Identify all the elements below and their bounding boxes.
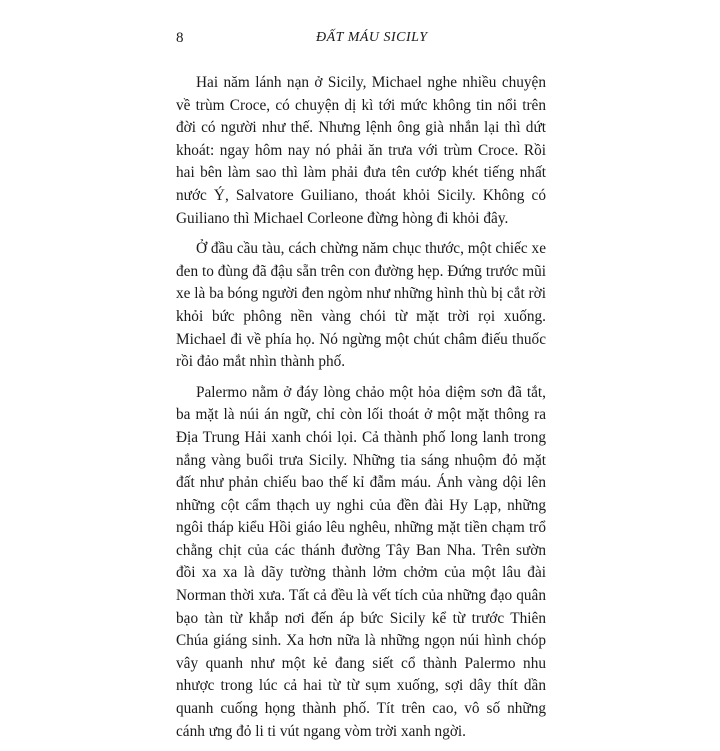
body-text: [176, 72, 546, 751]
paragraph-1: Hai năm lánh nạn ở Sicily, Michael nghe nhiều chuyện về trùm Croce, có chuyện dị kì tới mức không tin nổi trên đời có người như thế. Nhưng lệnh ông già nhắn lại thì dứt khoát: ngay hôm nay nó phải ăn trưa với trùm Croce. Rồi hai bên làm sao thì làm phải đưa tên cướp khét tiếng nhất nước Ý, Salvatore Guiliano, thoát khỏi Sicily. Không có Guiliano thì Michael Corleone đừng hòng đi khỏi đây.: [176, 74, 546, 227]
running-title: ĐẤT MÁU SICILY: [316, 30, 428, 45]
paragraph-3: Palermo nằm ở đáy lòng chảo một hỏa diệm sơn đã tắt, ba mặt là núi án ngữ, chỉ còn lối thoát ở một mặt thông ra Địa Trung Hải xanh chói lọi. Cả thành phố long lanh trong nắng vàng buổi trưa Sicily. Những tia sáng nhuộm đỏ mặt đất như phản chiếu bao thế kỉ đẫm máu. Ánh vàng dội lên những cột cẩm thạch uy nghi của đền đài Hy Lạp, những ngôi tháp kiểu Hồi giáo lêu nghêu, những mặt tiền chạm trổ chằng chịt của các thánh đường Tây Ban Nha. Trên sườn đồi xa xa là dãy tường thành lởm chởm của một lâu đài Norman thời xưa. Tất cả đều là vết tích của những đạo quân bạo tàn từ khắp nơi đến áp bức Sicily kể từ trước Thiên Chúa giáng sinh. Xa hơn nữa là những ngọn núi hình chóp vây quanh như một kẻ đang siết cổ thành Palermo nhu nhược trong lúc cả hai từ từ sụm xuống, sợi dây thít dần quanh cuống họng thành phố. Tít trên cao, vô số những cánh ưng đỏ li ti vút ngang vòm trời xanh ngời.: [176, 383, 546, 740]
page-header: [176, 30, 536, 52]
paragraph-2: Ở đầu cầu tàu, cách chừng năm chục thước, một chiếc xe đen to đùng đã đậu sẵn trên con đường hẹp. Đứng trước mũi xe là ba bóng người đen ngòm như những hình thù bị cắt rời khỏi bức phông nền vàng chói từ mặt trời rọi xuống. Michael đi về phía họ. Nó ngừng một chút châm điếu thuốc rồi đảo mắt nhìn thành phố.: [176, 240, 546, 371]
page-number: 8: [176, 30, 184, 46]
